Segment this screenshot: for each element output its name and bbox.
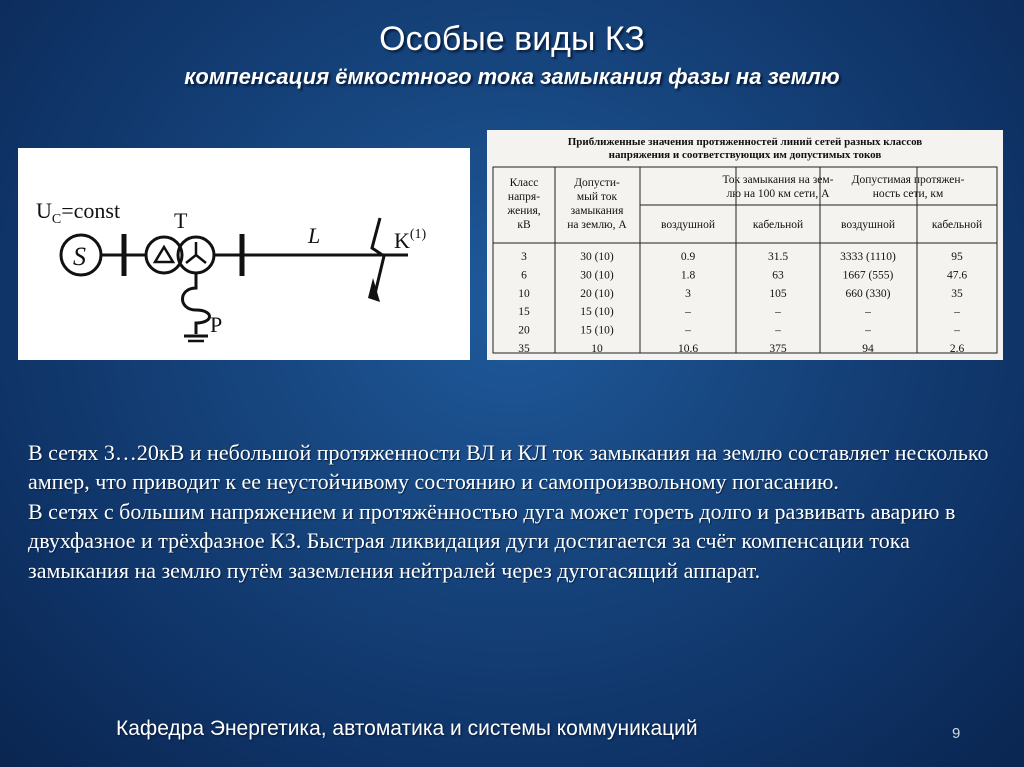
- fault-label-sup: (1): [409, 227, 427, 242]
- header-current-2: лю на 100 км сети, А: [726, 188, 830, 200]
- delta-symbol: [155, 247, 173, 262]
- header-length-1: Допустимая протяжен-: [851, 174, 965, 186]
- table-cell: 15: [518, 306, 530, 319]
- table-cell: –: [865, 324, 871, 337]
- table-cell: –: [775, 324, 781, 337]
- table-cell: 10.6: [677, 343, 699, 355]
- header-class-1: Класс: [509, 177, 539, 189]
- source-label-main: U: [36, 198, 52, 223]
- circuit-diagram: [18, 148, 470, 360]
- table-caption-line1: Приближенные значения протяженностей линий сетей разных классов: [567, 136, 923, 148]
- subheader-length-cable: кабельной: [931, 219, 983, 231]
- header-class-3: жения,: [507, 205, 541, 217]
- header-allowed-2: мый ток: [576, 191, 618, 203]
- line-label: L: [308, 223, 321, 248]
- table-caption-line2: напряжения и соответствующих им допустимых токов: [608, 149, 882, 161]
- table-cell: 31.5: [767, 251, 789, 263]
- table-cell: –: [954, 306, 960, 319]
- table-cell: 0.9: [680, 251, 696, 263]
- table-grid: [487, 130, 1003, 360]
- table-cell: 3: [685, 287, 691, 300]
- table-cell: 105: [769, 287, 787, 300]
- table-cell: 3333 (1110): [840, 251, 896, 263]
- table-cell: 1667 (555): [842, 269, 894, 282]
- body-paragraph-2: В сетях с большим напряжением и протяжённостью дуга может гореть долго и развивать аварию в двухфазное и трёхфазное КЗ. Быстрая ликвидация дуги достигается за счёт компенсации тока замыкания на землю путём заземления нейтралей через дугогасящий аппарат.: [28, 498, 956, 583]
- header-allowed-4: на землю, А: [567, 219, 627, 231]
- star-symbol: [186, 242, 206, 263]
- source-label: [36, 198, 120, 227]
- header-length-2: ность сети, км: [872, 188, 944, 200]
- footer-department: Кафедра Энергетика, автоматика и системы коммуникаций: [116, 717, 698, 740]
- table-cell: 95: [951, 251, 963, 263]
- table-cell: 2.6: [949, 343, 965, 355]
- header-allowed-3: замыкания: [570, 205, 624, 217]
- transformer-label: T: [174, 208, 188, 233]
- table-cell: 20: [518, 324, 530, 337]
- header-class-2: напря-: [507, 191, 541, 203]
- arc-suppression-coil: [183, 273, 210, 334]
- table-cell: 30 (10): [580, 269, 614, 282]
- source-label-sub: C: [51, 212, 62, 227]
- table-cell: 375: [769, 343, 787, 355]
- table-cell: –: [954, 324, 960, 337]
- reference-table: [487, 130, 1003, 360]
- table-cell: 35: [951, 287, 963, 300]
- table-cell: –: [685, 306, 691, 319]
- header-current-1: Ток замыкания на зем-: [722, 174, 834, 186]
- source-label-rest: =const: [61, 198, 121, 223]
- table-cell: –: [865, 306, 871, 319]
- slide-subtitle: компенсация ёмкостного тока замыкания фазы на землю: [184, 64, 840, 89]
- table-cell: 30 (10): [580, 251, 614, 263]
- body-text: [28, 438, 1003, 585]
- table-cell: 10: [518, 287, 530, 300]
- table-cell: 20 (10): [580, 287, 614, 300]
- table-cell: 3: [521, 251, 527, 263]
- reactor-label: P: [210, 312, 223, 337]
- body-paragraph-1: В сетях 3…20кВ и небольшой протяженности ВЛ и КЛ ток замыкания на землю составляет несколько ампер, что приводит к ее неустойчивому состоянию и самопроизвольному погасанию.: [28, 440, 989, 495]
- table-cell: 35: [518, 343, 530, 355]
- table-body: [518, 251, 967, 355]
- slide-title: Особые виды КЗ: [379, 20, 645, 58]
- fault-label: [394, 227, 427, 253]
- table-cell: 10: [591, 343, 603, 355]
- generator-glyph: S: [73, 242, 86, 271]
- table-cell: –: [775, 306, 781, 319]
- table-cell: 6: [521, 269, 527, 282]
- table-cell: 15 (10): [580, 306, 614, 319]
- page-number: 9: [952, 725, 961, 742]
- table-cell: 15 (10): [580, 324, 614, 337]
- subheader-current-cable: кабельной: [752, 219, 804, 231]
- circuit-diagram-svg: [18, 148, 470, 360]
- table-cell: 660 (330): [845, 287, 891, 300]
- fault-label-main: K: [394, 228, 410, 253]
- table-cell: 94: [862, 343, 874, 355]
- table-cell: 63: [772, 269, 784, 282]
- subheader-length-overhead: воздушной: [841, 219, 895, 231]
- header-allowed-1: Допусти-: [574, 177, 620, 189]
- header-class-4: кВ: [517, 219, 531, 231]
- table-cell: 47.6: [946, 269, 968, 282]
- subheader-current-overhead: воздушной: [661, 219, 715, 231]
- table-cell: 1.8: [680, 269, 696, 282]
- table-cell: –: [685, 324, 691, 337]
